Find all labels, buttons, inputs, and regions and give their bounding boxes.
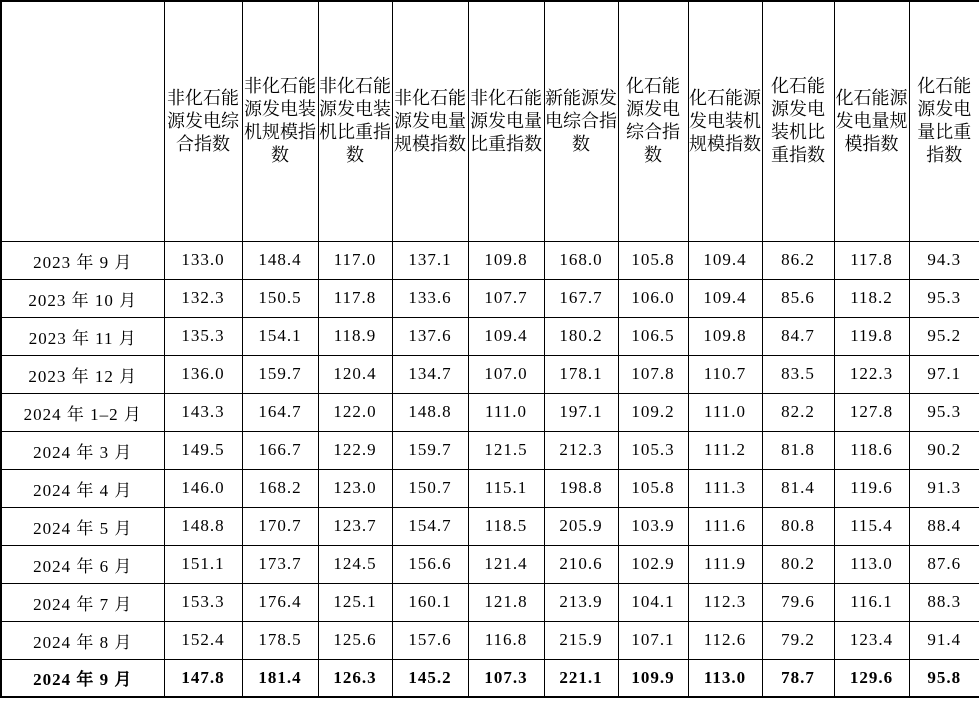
table-cell: 80.8 — [762, 507, 834, 545]
table-cell: 159.7 — [242, 355, 318, 393]
table-cell: 88.4 — [909, 507, 979, 545]
table-cell: 85.6 — [762, 279, 834, 317]
table-row — [1, 431, 979, 469]
table-cell: 148.4 — [242, 241, 318, 279]
column-header-label: 非化石能源发电装机比重指数 — [319, 76, 391, 166]
row-label: 2023 年 12 月 — [1, 355, 164, 393]
table-cell: 168.2 — [242, 469, 318, 507]
column-header — [164, 1, 242, 241]
table-cell: 79.6 — [762, 583, 834, 621]
table-cell: 149.5 — [164, 431, 242, 469]
column-header — [544, 1, 618, 241]
table-cell: 120.4 — [318, 355, 392, 393]
table-cell: 137.1 — [392, 241, 468, 279]
row-label: 2024 年 1–2 月 — [1, 393, 164, 431]
table-cell: 156.6 — [392, 545, 468, 583]
table-cell: 118.5 — [468, 507, 544, 545]
table-cell: 121.8 — [468, 583, 544, 621]
table-cell: 180.2 — [544, 317, 618, 355]
table-cell: 148.8 — [164, 507, 242, 545]
table-cell: 107.7 — [468, 279, 544, 317]
table-cell: 212.3 — [544, 431, 618, 469]
table-cell: 109.8 — [688, 317, 762, 355]
table-cell: 160.1 — [392, 583, 468, 621]
table-cell: 145.2 — [392, 659, 468, 697]
table-cell: 88.3 — [909, 583, 979, 621]
table-cell: 213.9 — [544, 583, 618, 621]
table-cell: 81.8 — [762, 431, 834, 469]
table-cell: 134.7 — [392, 355, 468, 393]
table-cell: 154.7 — [392, 507, 468, 545]
table-cell: 105.3 — [618, 431, 688, 469]
table-cell: 94.3 — [909, 241, 979, 279]
table-row — [1, 393, 979, 431]
table-cell: 197.1 — [544, 393, 618, 431]
table-cell: 107.8 — [618, 355, 688, 393]
table-cell: 95.2 — [909, 317, 979, 355]
table-cell: 82.2 — [762, 393, 834, 431]
table-cell: 112.3 — [688, 583, 762, 621]
table-corner-cell — [1, 1, 164, 241]
table-cell: 137.6 — [392, 317, 468, 355]
table-cell: 166.7 — [242, 431, 318, 469]
table-cell: 90.2 — [909, 431, 979, 469]
table-cell: 87.6 — [909, 545, 979, 583]
table-cell: 109.9 — [618, 659, 688, 697]
table-cell: 153.3 — [164, 583, 242, 621]
column-header — [618, 1, 688, 241]
table-cell: 102.9 — [618, 545, 688, 583]
table-row — [1, 583, 979, 621]
table-cell: 111.0 — [468, 393, 544, 431]
table-cell: 152.4 — [164, 621, 242, 659]
table-cell: 117.8 — [318, 279, 392, 317]
table-cell: 135.3 — [164, 317, 242, 355]
table-cell: 115.1 — [468, 469, 544, 507]
row-label: 2023 年 9 月 — [1, 241, 164, 279]
table-cell: 125.1 — [318, 583, 392, 621]
column-header-label: 化石能源发电量比重指数 — [917, 76, 972, 166]
column-header — [834, 1, 909, 241]
row-label: 2023 年 10 月 — [1, 279, 164, 317]
table-cell: 170.7 — [242, 507, 318, 545]
table-cell: 103.9 — [618, 507, 688, 545]
table-cell: 116.8 — [468, 621, 544, 659]
table-row — [1, 355, 979, 393]
row-label: 2024 年 8 月 — [1, 621, 164, 659]
table-cell: 121.4 — [468, 545, 544, 583]
table-row — [1, 659, 979, 697]
table-cell: 127.8 — [834, 393, 909, 431]
table-cell: 83.5 — [762, 355, 834, 393]
table-cell: 178.5 — [242, 621, 318, 659]
table-row — [1, 317, 979, 355]
table-cell: 117.8 — [834, 241, 909, 279]
table-cell: 84.7 — [762, 317, 834, 355]
table-cell: 136.0 — [164, 355, 242, 393]
table-cell: 168.0 — [544, 241, 618, 279]
table-cell: 86.2 — [762, 241, 834, 279]
table-cell: 151.1 — [164, 545, 242, 583]
column-header-label: 非化石能源发电量规模指数 — [394, 87, 466, 154]
table-cell: 81.4 — [762, 469, 834, 507]
table-row — [1, 507, 979, 545]
column-header — [318, 1, 392, 241]
table-cell: 121.5 — [468, 431, 544, 469]
table-cell: 205.9 — [544, 507, 618, 545]
table-cell: 112.6 — [688, 621, 762, 659]
column-header — [392, 1, 468, 241]
table-cell: 111.0 — [688, 393, 762, 431]
table-cell: 106.0 — [618, 279, 688, 317]
table-cell: 105.8 — [618, 469, 688, 507]
table-cell: 150.5 — [242, 279, 318, 317]
table-cell: 79.2 — [762, 621, 834, 659]
column-header-label: 化石能源发电装机规模指数 — [689, 87, 761, 154]
table-cell: 124.5 — [318, 545, 392, 583]
table-cell: 146.0 — [164, 469, 242, 507]
column-header — [688, 1, 762, 241]
table-cell: 215.9 — [544, 621, 618, 659]
table-row — [1, 241, 979, 279]
table-row — [1, 279, 979, 317]
column-header — [762, 1, 834, 241]
table-cell: 91.4 — [909, 621, 979, 659]
table-cell: 118.2 — [834, 279, 909, 317]
table-cell: 122.9 — [318, 431, 392, 469]
table-cell: 91.3 — [909, 469, 979, 507]
table-cell: 113.0 — [688, 659, 762, 697]
table-cell: 95.8 — [909, 659, 979, 697]
row-label: 2024 年 5 月 — [1, 507, 164, 545]
column-header — [468, 1, 544, 241]
table-cell: 117.0 — [318, 241, 392, 279]
table-cell: 111.3 — [688, 469, 762, 507]
table-cell: 80.2 — [762, 545, 834, 583]
table-cell: 109.2 — [618, 393, 688, 431]
column-header-label: 化石能源发电装机比重指数 — [771, 76, 825, 166]
column-header-label: 新能源发电综合指数 — [545, 87, 617, 154]
table-cell: 104.1 — [618, 583, 688, 621]
table-cell: 118.6 — [834, 431, 909, 469]
table-cell: 133.0 — [164, 241, 242, 279]
table-cell: 116.1 — [834, 583, 909, 621]
table-cell: 147.8 — [164, 659, 242, 697]
table-cell: 97.1 — [909, 355, 979, 393]
table-cell: 143.3 — [164, 393, 242, 431]
table-cell: 78.7 — [762, 659, 834, 697]
table-cell: 95.3 — [909, 393, 979, 431]
column-header-label: 非化石能源发电装机规模指数 — [244, 76, 316, 166]
column-header-label: 非化石能源发电量比重指数 — [470, 87, 542, 154]
table-cell: 154.1 — [242, 317, 318, 355]
table-cell: 113.0 — [834, 545, 909, 583]
row-label: 2024 年 3 月 — [1, 431, 164, 469]
table-cell: 173.7 — [242, 545, 318, 583]
table-cell: 126.3 — [318, 659, 392, 697]
table-row — [1, 621, 979, 659]
column-header — [242, 1, 318, 241]
table-cell: 107.0 — [468, 355, 544, 393]
column-header-label: 非化石能源发电综合指数 — [167, 87, 239, 154]
table-cell: 198.8 — [544, 469, 618, 507]
table-cell: 125.6 — [318, 621, 392, 659]
column-header — [909, 1, 979, 241]
table-cell: 122.0 — [318, 393, 392, 431]
table-cell: 111.9 — [688, 545, 762, 583]
row-label: 2024 年 9 月 — [1, 659, 164, 697]
table-cell: 176.4 — [242, 583, 318, 621]
table-cell: 111.6 — [688, 507, 762, 545]
table-cell: 148.8 — [392, 393, 468, 431]
table-cell: 157.6 — [392, 621, 468, 659]
table-cell: 129.6 — [834, 659, 909, 697]
table-cell: 118.9 — [318, 317, 392, 355]
table-cell: 110.7 — [688, 355, 762, 393]
table-cell: 123.4 — [834, 621, 909, 659]
table-cell: 164.7 — [242, 393, 318, 431]
table-cell: 210.6 — [544, 545, 618, 583]
table-cell: 107.1 — [618, 621, 688, 659]
table-row — [1, 469, 979, 507]
table-cell: 107.3 — [468, 659, 544, 697]
table-cell: 109.4 — [688, 279, 762, 317]
table-cell: 111.2 — [688, 431, 762, 469]
row-label: 2024 年 4 月 — [1, 469, 164, 507]
table-cell: 106.5 — [618, 317, 688, 355]
table-row — [1, 545, 979, 583]
table-cell: 132.3 — [164, 279, 242, 317]
table-cell: 122.3 — [834, 355, 909, 393]
row-label: 2023 年 11 月 — [1, 317, 164, 355]
column-header-label: 化石能源发电综合指数 — [626, 76, 680, 166]
table-cell: 123.0 — [318, 469, 392, 507]
table-cell: 119.6 — [834, 469, 909, 507]
table-header-row — [1, 1, 979, 241]
table-cell: 159.7 — [392, 431, 468, 469]
table-cell: 109.4 — [688, 241, 762, 279]
table-cell: 178.1 — [544, 355, 618, 393]
table-cell: 221.1 — [544, 659, 618, 697]
table-cell: 150.7 — [392, 469, 468, 507]
table-cell: 133.6 — [392, 279, 468, 317]
table-cell: 123.7 — [318, 507, 392, 545]
column-header-label: 化石能源发电量规模指数 — [835, 87, 908, 154]
table-cell: 181.4 — [242, 659, 318, 697]
table-cell: 105.8 — [618, 241, 688, 279]
table-cell: 167.7 — [544, 279, 618, 317]
row-label: 2024 年 6 月 — [1, 545, 164, 583]
row-label: 2024 年 7 月 — [1, 583, 164, 621]
table-cell: 115.4 — [834, 507, 909, 545]
table-cell: 95.3 — [909, 279, 979, 317]
table-cell: 109.8 — [468, 241, 544, 279]
table-cell: 119.8 — [834, 317, 909, 355]
table-cell: 109.4 — [468, 317, 544, 355]
